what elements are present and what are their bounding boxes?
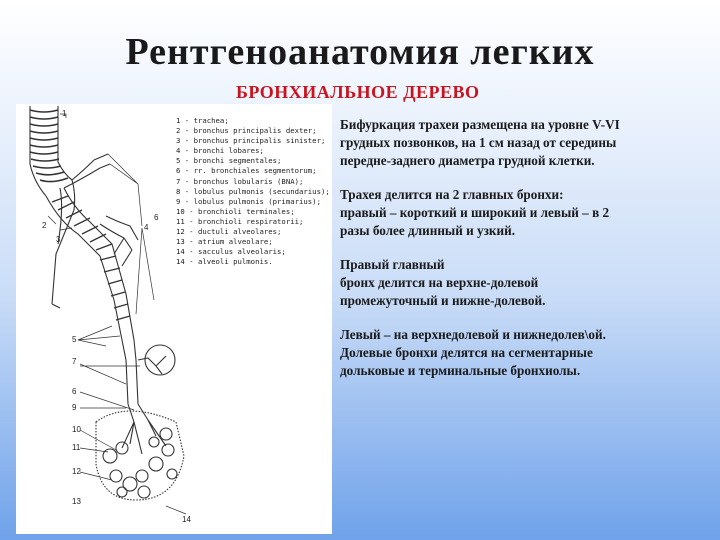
figure-legend <box>176 116 336 267</box>
paragraph-right-bronchus: Правый главный бронх делится на верхне-долевой промежуточный и нижне-долевой. <box>340 257 546 308</box>
label-4: 4 <box>144 223 149 232</box>
legend-item: 14 - sacculus alveolaris; <box>176 247 286 257</box>
label-14: 14 <box>182 515 191 524</box>
paragraph-bifurcation: Бифуркация трахеи размещена на уровне V-VI грудных позвонков, на 1 см назад от середины передне-заднего диаметра грудной клетки. <box>340 117 620 168</box>
label-2: 2 <box>42 221 47 230</box>
legend-item: 14 - alveoli pulmonis. <box>176 257 273 267</box>
label-3: 3 <box>56 235 61 244</box>
paragraph-left-bronchus: Левый – на верхнедолевой и нижнедолев\ой. Долевые бронхи делятся на сегментарные дольковые и терминальные бронхиолы. <box>340 327 606 378</box>
bronchial-tree-figure <box>16 104 332 534</box>
label-5: 5 <box>72 335 77 344</box>
paragraph-main-bronchi: Трахея делится на 2 главных бронхи: правый – короткий и широкий и левый – в 2 разы более длинный и узкий. <box>340 187 610 238</box>
legend-item: 10 - bronchioli terminales; <box>176 206 295 216</box>
legend-item: 2 - bronchus principalis dexter; <box>176 126 317 136</box>
legend-item: 7 - bronchus lobularis (BNA); <box>176 176 304 186</box>
figure-number-labels <box>42 109 191 524</box>
label-6a: 6 <box>154 213 159 222</box>
legend-item: 1 - trachea; <box>176 116 229 125</box>
label-10: 10 <box>72 425 81 434</box>
legend-item: 4 - bronchi lobares; <box>176 146 264 156</box>
label-9: 9 <box>72 403 77 412</box>
label-13: 13 <box>72 497 81 506</box>
legend-item: 9 - lobulus pulmonis (primarius); <box>176 196 321 206</box>
slide-title: Рентгеноанатомия легких <box>125 31 595 73</box>
legend-item: 3 - bronchus principalis sinister; <box>176 136 326 146</box>
legend-item: 11 - bronchioli respiratorii; <box>176 216 304 226</box>
label-7: 7 <box>72 357 77 366</box>
trachea <box>30 106 186 514</box>
label-1: 1 <box>62 109 67 118</box>
label-6b: 6 <box>72 387 77 396</box>
slide-subtitle: БРОНХИАЛЬНОЕ ДЕРЕВО <box>236 82 480 102</box>
label-12: 12 <box>72 467 81 476</box>
legend-item: 13 - atrium alveolare; <box>176 237 273 247</box>
legend-item: 12 - ductuli alveolares; <box>176 227 282 237</box>
legend-item: 8 - lobulus pulmonis (secundarius); <box>176 186 330 196</box>
legend-item: 6 - rr. bronchiales segmentorum; <box>176 166 317 176</box>
legend-item: 5 - bronchi segmentales; <box>176 156 282 166</box>
slide-body <box>340 116 710 396</box>
label-11: 11 <box>72 443 81 452</box>
